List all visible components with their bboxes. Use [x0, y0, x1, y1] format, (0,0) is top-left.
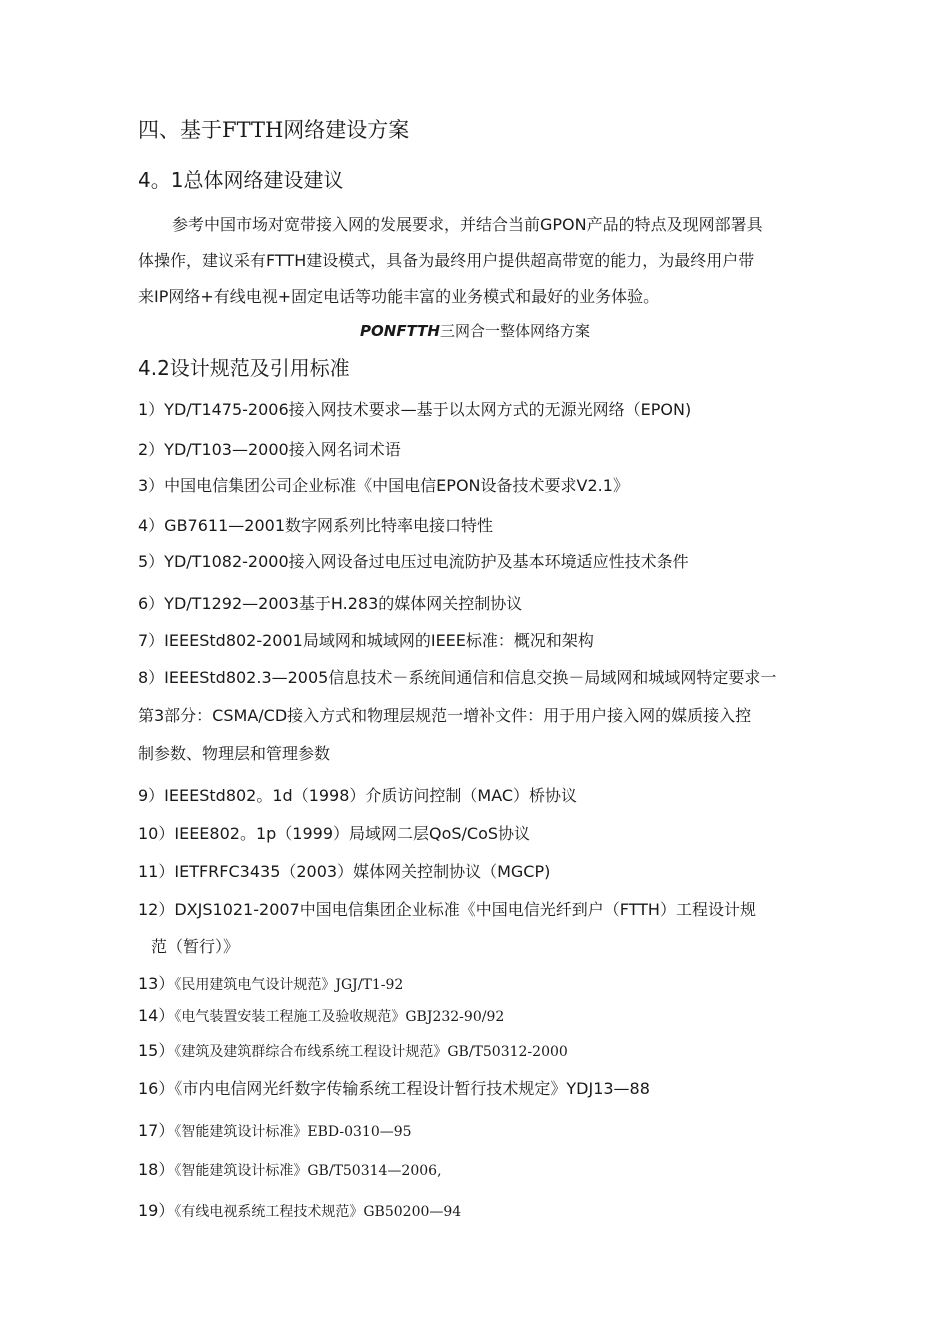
standard-item: 7）IEEEStd802-2001局域网和城域网的IEEE标准：概况和架构 [138, 631, 594, 650]
standard-item: 12）DXJS1021-2007中国电信集团企业标准《中国电信光纤到户（FTTH）工程设计规 [138, 900, 756, 919]
reference-number: 19） [138, 1201, 175, 1220]
standard-item-continued: 范（暂行）》 [151, 937, 240, 956]
standard-item: 11）IETFRFC3435（2003）媒体网关控制协议（MGCP) [138, 862, 551, 881]
reference-number: 18） [138, 1160, 175, 1179]
paragraph-line: 体操作，建议采有FTTH建设模式，具备为最终用户提供超高带宽的能力，为最终用户带 [138, 251, 755, 270]
reference-number: 13） [138, 974, 175, 993]
reference-text: 《有线电视系统工程技术规范》GB50200—94 [174, 1204, 462, 1220]
reference-text: 《智能建筑设计标准》EBD-0310—95 [174, 1124, 412, 1140]
caption-text: 三网合一整体网络方案 [439, 322, 590, 340]
standard-item: 4）GB7611—2001数字网系列比特率电接口特性 [138, 516, 493, 535]
standard-item: 1）YD/T1475-2006接入网技术要求—基于以太网方式的无源光网络（EPON) [138, 400, 692, 419]
section-title: 四、基于FTTH网络建设方案 [138, 118, 410, 142]
reference-number: 15） [138, 1041, 175, 1060]
reference-item [138, 1121, 412, 1142]
standard-item: 6）YD/T1292—2003基于H.283的媒体网关控制协议 [138, 594, 523, 613]
reference-number: 14） [138, 1006, 175, 1025]
reference-number: 17） [138, 1121, 175, 1140]
standard-item-continued: 制参数、物理层和管理参数 [138, 744, 331, 763]
caption-bold: PONFTTH [360, 322, 440, 340]
reference-item [138, 1160, 442, 1181]
reference-item [138, 1201, 461, 1222]
reference-text: 《电气装置安装工程施工及验收规范》GBJ232-90/92 [174, 1009, 505, 1025]
standard-item: 9）IEEEStd802。1d（1998）介质访问控制（MAC）桥协议 [138, 786, 578, 805]
subsection-title-4-1: 4。1总体网络建设建议 [138, 168, 344, 192]
reference-text: 《智能建筑设计标准》GB/T50314—2006, [174, 1163, 442, 1179]
paragraph-line: 来IP网络+有线电视+固定电话等功能丰富的业务模式和最好的业务体验。 [138, 287, 660, 306]
subsection-title-4-2: 4.2设计规范及引用标准 [138, 356, 350, 380]
figure-caption [0, 321, 950, 341]
paragraph-line: 参考中国市场对宽带接入网的发展要求，并结合当前GPON产品的特点及现网部署具 [172, 215, 763, 234]
standard-item: 8）IEEEStd802.3—2005信息技术－系统间通信和信息交换－局域网和城域网特定要求一 [138, 668, 777, 687]
standard-item: 5）YD/T1082-2000接入网设备过电压过电流防护及基本环境适应性技术条件 [138, 552, 689, 571]
reference-item [138, 1041, 568, 1062]
reference-number: 16） [138, 1079, 175, 1098]
reference-item [138, 1006, 504, 1027]
reference-item [138, 1079, 650, 1099]
reference-item [138, 974, 403, 995]
reference-text: 《市内电信网光纤数字传输系统工程设计暂行技术规定》YDJ13—88 [174, 1079, 650, 1098]
standard-item-continued: 第3部分：CSMA/CD接入方式和物理层规范一增补文件：用于用户接入网的媒质接入控 [138, 706, 752, 725]
standard-item: 3）中国电信集团公司企业标准《中国电信EPON设备技术要求V2.1》 [138, 476, 629, 495]
standard-item: 2）YD/T103—2000接入网名词术语 [138, 440, 401, 459]
standard-item: 10）IEEE802。1p（1999）局域网二层QoS/CoS协议 [138, 824, 531, 843]
reference-text: 《建筑及建筑群综合布线系统工程设计规范》GB/T50312-2000 [174, 1044, 568, 1060]
reference-text: 《民用建筑电气设计规范》JGJ/T1-92 [174, 977, 404, 993]
